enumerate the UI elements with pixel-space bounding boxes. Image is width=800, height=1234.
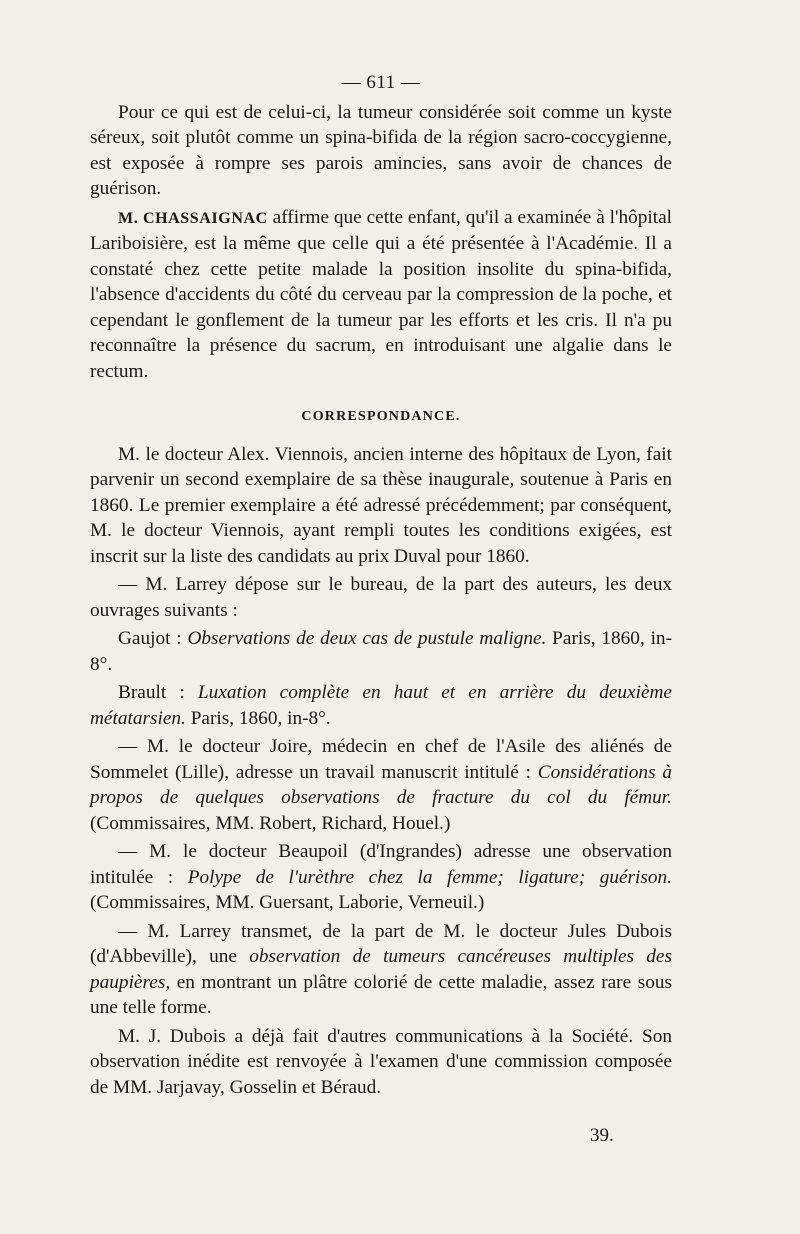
section-heading: CORRESPONDANCE. <box>301 409 461 424</box>
author-brault: Brault : <box>118 682 198 703</box>
page-number: — 611 — <box>341 72 421 93</box>
title-beaupoil: Polype de l'urèthre chez la femme; ligature; guérison. <box>187 866 672 888</box>
commissioners-beaupoil: (Commissaires, MM. Guersant, Laborie, Verneuil.) <box>90 892 485 913</box>
commissioners-joire: (Commissaires, MM. Robert, Richard, Houel.) <box>90 812 451 834</box>
paragraph-larrey-deposit <box>90 572 672 623</box>
title-joire: Considérations à propos de quelques observations de fracture du col du fémur. <box>90 761 672 808</box>
pub-gaujot: Paris, 1860, in-8°. <box>90 628 672 675</box>
paragraph-dubois-commission <box>90 1024 672 1101</box>
paragraph-viennois <box>90 442 672 570</box>
paragraph-dubois-commission-text: M. J. Dubois a déjà fait d'autres communications à la Société. Son observation inédite est renvoyée à l'examen d'une commission composée de MM. Jarjavay, Gosselin et Béraud. <box>90 1025 672 1098</box>
paragraph-viennois-text: M. le docteur Alex. Viennois, ancien interne des hôpitaux de Lyon, fait parvenir un second exemplaire de sa thèse inaugurale, soutenue à Paris en 1860. Le premier exemplaire a été adressé précédemment; par conséquent, M. le docteur Viennois, ayant rempli toutes les conditions exigées, est inscrit sur la liste des candidats au prix Duval pour 1860. <box>90 443 672 567</box>
title-gaujot: Observations de deux cas de pustule maligne. <box>187 628 547 649</box>
paragraph-joire-intro: — M. le docteur Joire, médecin en chef de l'Asile des aliénés de Sommelet (Lille), adresse un travail manuscrit intitulé : <box>90 736 672 783</box>
paragraph-dubois-rest: en montrant un plâtre colorié de cette maladie, assez rare sous une telle forme. <box>90 971 672 1018</box>
speaker-name: M. CHASSAIGNAC <box>118 209 268 227</box>
signature-mark: 39. <box>590 1125 614 1146</box>
paragraph-dubois-intro: — M. Larrey transmet, de la part de M. le docteur Jules Dubois (d'Abbeville), une <box>90 920 672 967</box>
paragraph-chassaignac-text: affirme que cette enfant, qu'il a examinée à l'hôpital Lariboisière, est la même que celle qui a été présentée à l'Académie. Il a constaté chez cette petite malade la position insolite du spina-bifida, l'absence d'accidents du côté du cerveau par la compression de la poche, et cependant le gonflement de la tumeur par les efforts et les cris. Il n'a pu reconnaître la présence du sacrum, en introduisant une algalie dans le rectum. <box>90 206 672 382</box>
page-text <box>90 70 672 1103</box>
title-dubois: observation de tumeurs cancéreuses multiples des paupières, <box>90 946 672 993</box>
paragraph-chassaignac <box>90 205 672 385</box>
paragraph-beaupoil-intro: — M. le docteur Beaupoil (d'Ingrandes) adresse une observation intitulée : <box>90 841 672 888</box>
paragraph-brault <box>90 680 672 731</box>
paragraph-larrey-deposit-text: — M. Larrey dépose sur le bureau, de la part des auteurs, les deux ouvrages suivants : <box>90 574 672 621</box>
title-brault: Luxation complète en haut et en arrière du deuxième métatarsien. <box>90 682 672 729</box>
paragraph-1-text: Pour ce qui est de celui-ci, la tumeur considérée soit comme un kyste séreux, soit plutôt comme un spina-bifida de la région sacro-coccygienne, est exposée à rompre ses parois amincies, sans avoir de chances de guérison. <box>90 101 672 199</box>
paragraph-1 <box>90 100 672 202</box>
pub-brault: Paris, 1860, in-8°. <box>185 707 331 729</box>
paragraph-gaujot <box>90 626 672 677</box>
paragraph-joire <box>90 734 672 836</box>
author-gaujot: Gaujot : <box>118 628 188 649</box>
paragraph-beaupoil <box>90 839 672 916</box>
paragraph-dubois-transmit <box>90 919 672 1021</box>
